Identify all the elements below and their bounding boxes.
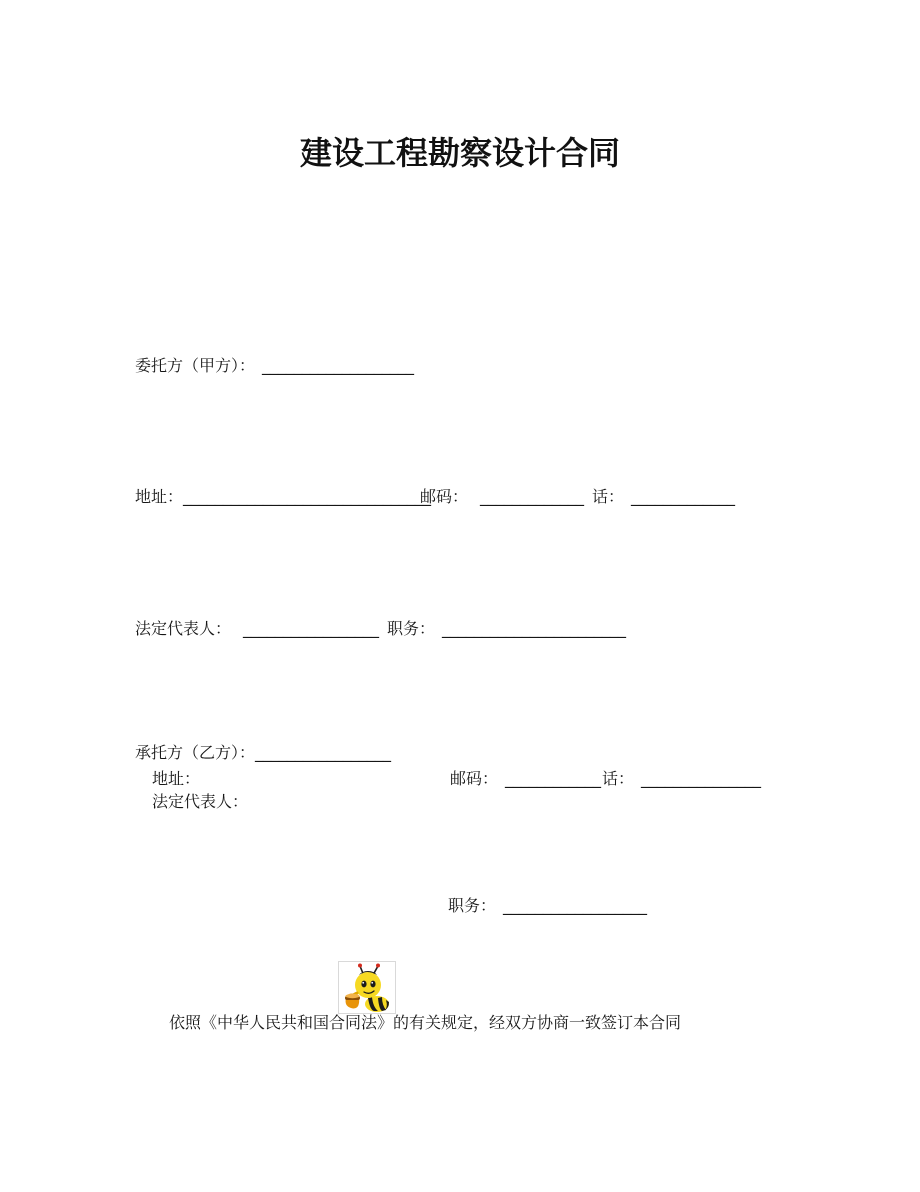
bee-icon — [339, 962, 395, 1013]
party-a-title-row — [387, 619, 626, 639]
party-b-title-blank[interactable]: __________________ — [503, 896, 648, 915]
party-b-address-label: 地址： — [152, 769, 201, 788]
party-a-legal-rep-row — [135, 619, 379, 639]
party-a-postcode-label: 邮码： — [420, 487, 469, 506]
party-b-legal-rep-label: 法定代表人： — [152, 792, 249, 811]
party-b-name-label: 承托方（乙方）： — [135, 743, 256, 762]
party-b-phone-label: 话： — [602, 769, 635, 788]
bee-mascot-icon — [338, 961, 396, 1014]
party-a-phone-label: 话： — [592, 487, 625, 506]
party-a-title-label: 职务： — [387, 619, 436, 638]
party-b-postcode-blank[interactable]: ____________ — [505, 769, 602, 788]
party-b-name-blank[interactable]: _________________ — [255, 743, 392, 762]
party-a-name-label: 委托方（甲方）： — [135, 356, 256, 375]
party-a-postcode-blank[interactable]: _____________ — [480, 487, 585, 506]
party-a-legal-rep-blank[interactable]: _________________ — [243, 619, 380, 638]
party-b-name-row — [135, 743, 391, 763]
party-b-phone-blank[interactable]: _______________ — [641, 769, 762, 788]
document-title: 建设工程勘察设计合同 — [299, 134, 620, 172]
party-a-title-blank[interactable]: _______________________ — [442, 619, 627, 638]
party-b-postcode-row — [450, 769, 601, 789]
party-a-postcode-row — [420, 487, 584, 507]
party-b-legal-rep-row — [152, 792, 248, 812]
party-b-phone-row — [602, 769, 761, 789]
party-a-address-row — [135, 487, 431, 507]
footer-statement: 依照《中华人民共和国合同法》的有关规定，经双方协商一致签订本合同 — [169, 1013, 682, 1032]
party-a-name-row — [135, 356, 414, 376]
party-a-address-label: 地址： — [135, 487, 184, 506]
party-a-name-blank[interactable]: ___________________ — [262, 356, 415, 375]
party-b-postcode-label: 邮码： — [450, 769, 499, 788]
party-b-title-row — [448, 896, 647, 916]
party-a-phone-row — [592, 487, 735, 507]
party-a-phone-blank[interactable]: _____________ — [631, 487, 736, 506]
party-b-address-row — [152, 769, 200, 789]
party-a-legal-rep-label: 法定代表人： — [135, 619, 232, 638]
party-b-title-label: 职务： — [448, 896, 497, 915]
party-a-address-blank[interactable]: _______________________________ — [183, 487, 432, 506]
